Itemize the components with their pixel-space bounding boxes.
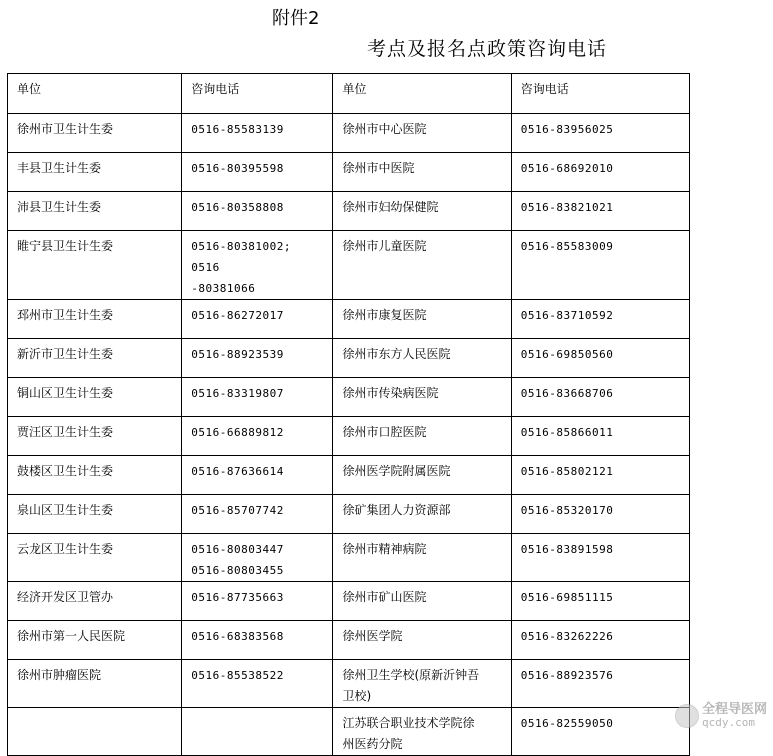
phone-cell: 0516-85866011 [511,417,689,456]
unit-cell: 新沂市卫生计生委 [8,339,182,378]
phone-cell: 0516-69851115 [511,582,689,621]
phone-cell: 0516-88923576 [511,660,689,708]
phone-cell: 0516-80803447 0516-80803455 [182,534,333,582]
unit-cell: 徐州医学院附属医院 [333,456,511,495]
watermark-text: 全程导医网 [701,702,767,717]
table-row [8,378,690,417]
table-row [8,495,690,534]
phone-cell: 0516-80381002; 0516 -80381066 [182,231,333,300]
table-row [8,621,690,660]
attachment-label: 附件2 [272,8,320,29]
site-logo-icon [675,704,699,728]
phone-cell: 0516-83668706 [511,378,689,417]
table-row [8,708,690,756]
unit-cell: 徐州市中医院 [333,153,511,192]
table-row [8,456,690,495]
phone-cell: 0516-85538522 [182,660,333,708]
phone-cell: 0516-83891598 [511,534,689,582]
phone-cell: 0516-83821021 [511,192,689,231]
unit-cell: 云龙区卫生计生委 [8,534,182,582]
table-row [8,534,690,582]
page-title: 考点及报名点政策咨询电话 [367,38,608,60]
phone-cell: 0516-87636614 [182,456,333,495]
phone-cell: 0516-80358808 [182,192,333,231]
unit-cell: 徐州市矿山医院 [333,582,511,621]
phone-cell: 0516-69850560 [511,339,689,378]
unit-cell [8,708,182,756]
header-unit: 单位 [8,74,182,114]
unit-cell: 丰县卫生计生委 [8,153,182,192]
header-phone: 咨询电话 [182,74,333,114]
watermark-url: qcdy.com [701,716,755,729]
phone-cell: 0516-85802121 [511,456,689,495]
unit-cell: 徐州市妇幼保健院 [333,192,511,231]
phone-cell: 0516-68383568 [182,621,333,660]
table-row [8,192,690,231]
phone-cell: 0516-68692010 [511,153,689,192]
unit-cell: 睢宁县卫生计生委 [8,231,182,300]
table-row [8,339,690,378]
phone-cell: 0516-87735663 [182,582,333,621]
unit-cell: 泉山区卫生计生委 [8,495,182,534]
phone-cell: 0516-83956025 [511,114,689,153]
header-unit: 单位 [333,74,511,114]
table-row [8,660,690,708]
table-row [8,231,690,300]
unit-cell: 徐州市肿瘤医院 [8,660,182,708]
unit-cell: 铜山区卫生计生委 [8,378,182,417]
unit-cell: 鼓楼区卫生计生委 [8,456,182,495]
unit-cell: 徐矿集团人力资源部 [333,495,511,534]
unit-cell: 徐州市传染病医院 [333,378,511,417]
unit-cell: 徐州医学院 [333,621,511,660]
phone-cell: 0516-85320170 [511,495,689,534]
table-row [8,300,690,339]
phone-cell: 0516-88923539 [182,339,333,378]
unit-cell: 徐州市儿童医院 [333,231,511,300]
phone-cell: 0516-83262226 [511,621,689,660]
phone-cell: 0516-66889812 [182,417,333,456]
unit-cell: 邳州市卫生计生委 [8,300,182,339]
phone-cell: 0516-86272017 [182,300,333,339]
table-row [8,417,690,456]
table-header-row [8,74,690,114]
unit-cell: 徐州市中心医院 [333,114,511,153]
table-row [8,114,690,153]
phone-cell: 0516-80395598 [182,153,333,192]
unit-cell: 徐州市精神病院 [333,534,511,582]
unit-cell: 贾汪区卫生计生委 [8,417,182,456]
phone-cell: 0516-83319807 [182,378,333,417]
table-row [8,153,690,192]
unit-cell: 徐州市口腔医院 [333,417,511,456]
unit-cell: 沛县卫生计生委 [8,192,182,231]
unit-cell: 经济开发区卫管办 [8,582,182,621]
unit-cell: 徐州市康复医院 [333,300,511,339]
phone-cell: 0516-82559050 [511,708,689,756]
unit-cell: 江苏联合职业技术学院徐 州医药分院 [333,708,511,756]
phone-cell: 0516-85583139 [182,114,333,153]
contact-table [7,73,690,756]
unit-cell: 徐州卫生学校(原新沂钟吾 卫校) [333,660,511,708]
watermark [675,703,767,729]
phone-cell [182,708,333,756]
phone-cell: 0516-83710592 [511,300,689,339]
header-phone: 咨询电话 [511,74,689,114]
table-row [8,582,690,621]
unit-cell: 徐州市第一人民医院 [8,621,182,660]
unit-cell: 徐州市卫生计生委 [8,114,182,153]
phone-cell: 0516-85707742 [182,495,333,534]
unit-cell: 徐州市东方人民医院 [333,339,511,378]
phone-cell: 0516-85583009 [511,231,689,300]
